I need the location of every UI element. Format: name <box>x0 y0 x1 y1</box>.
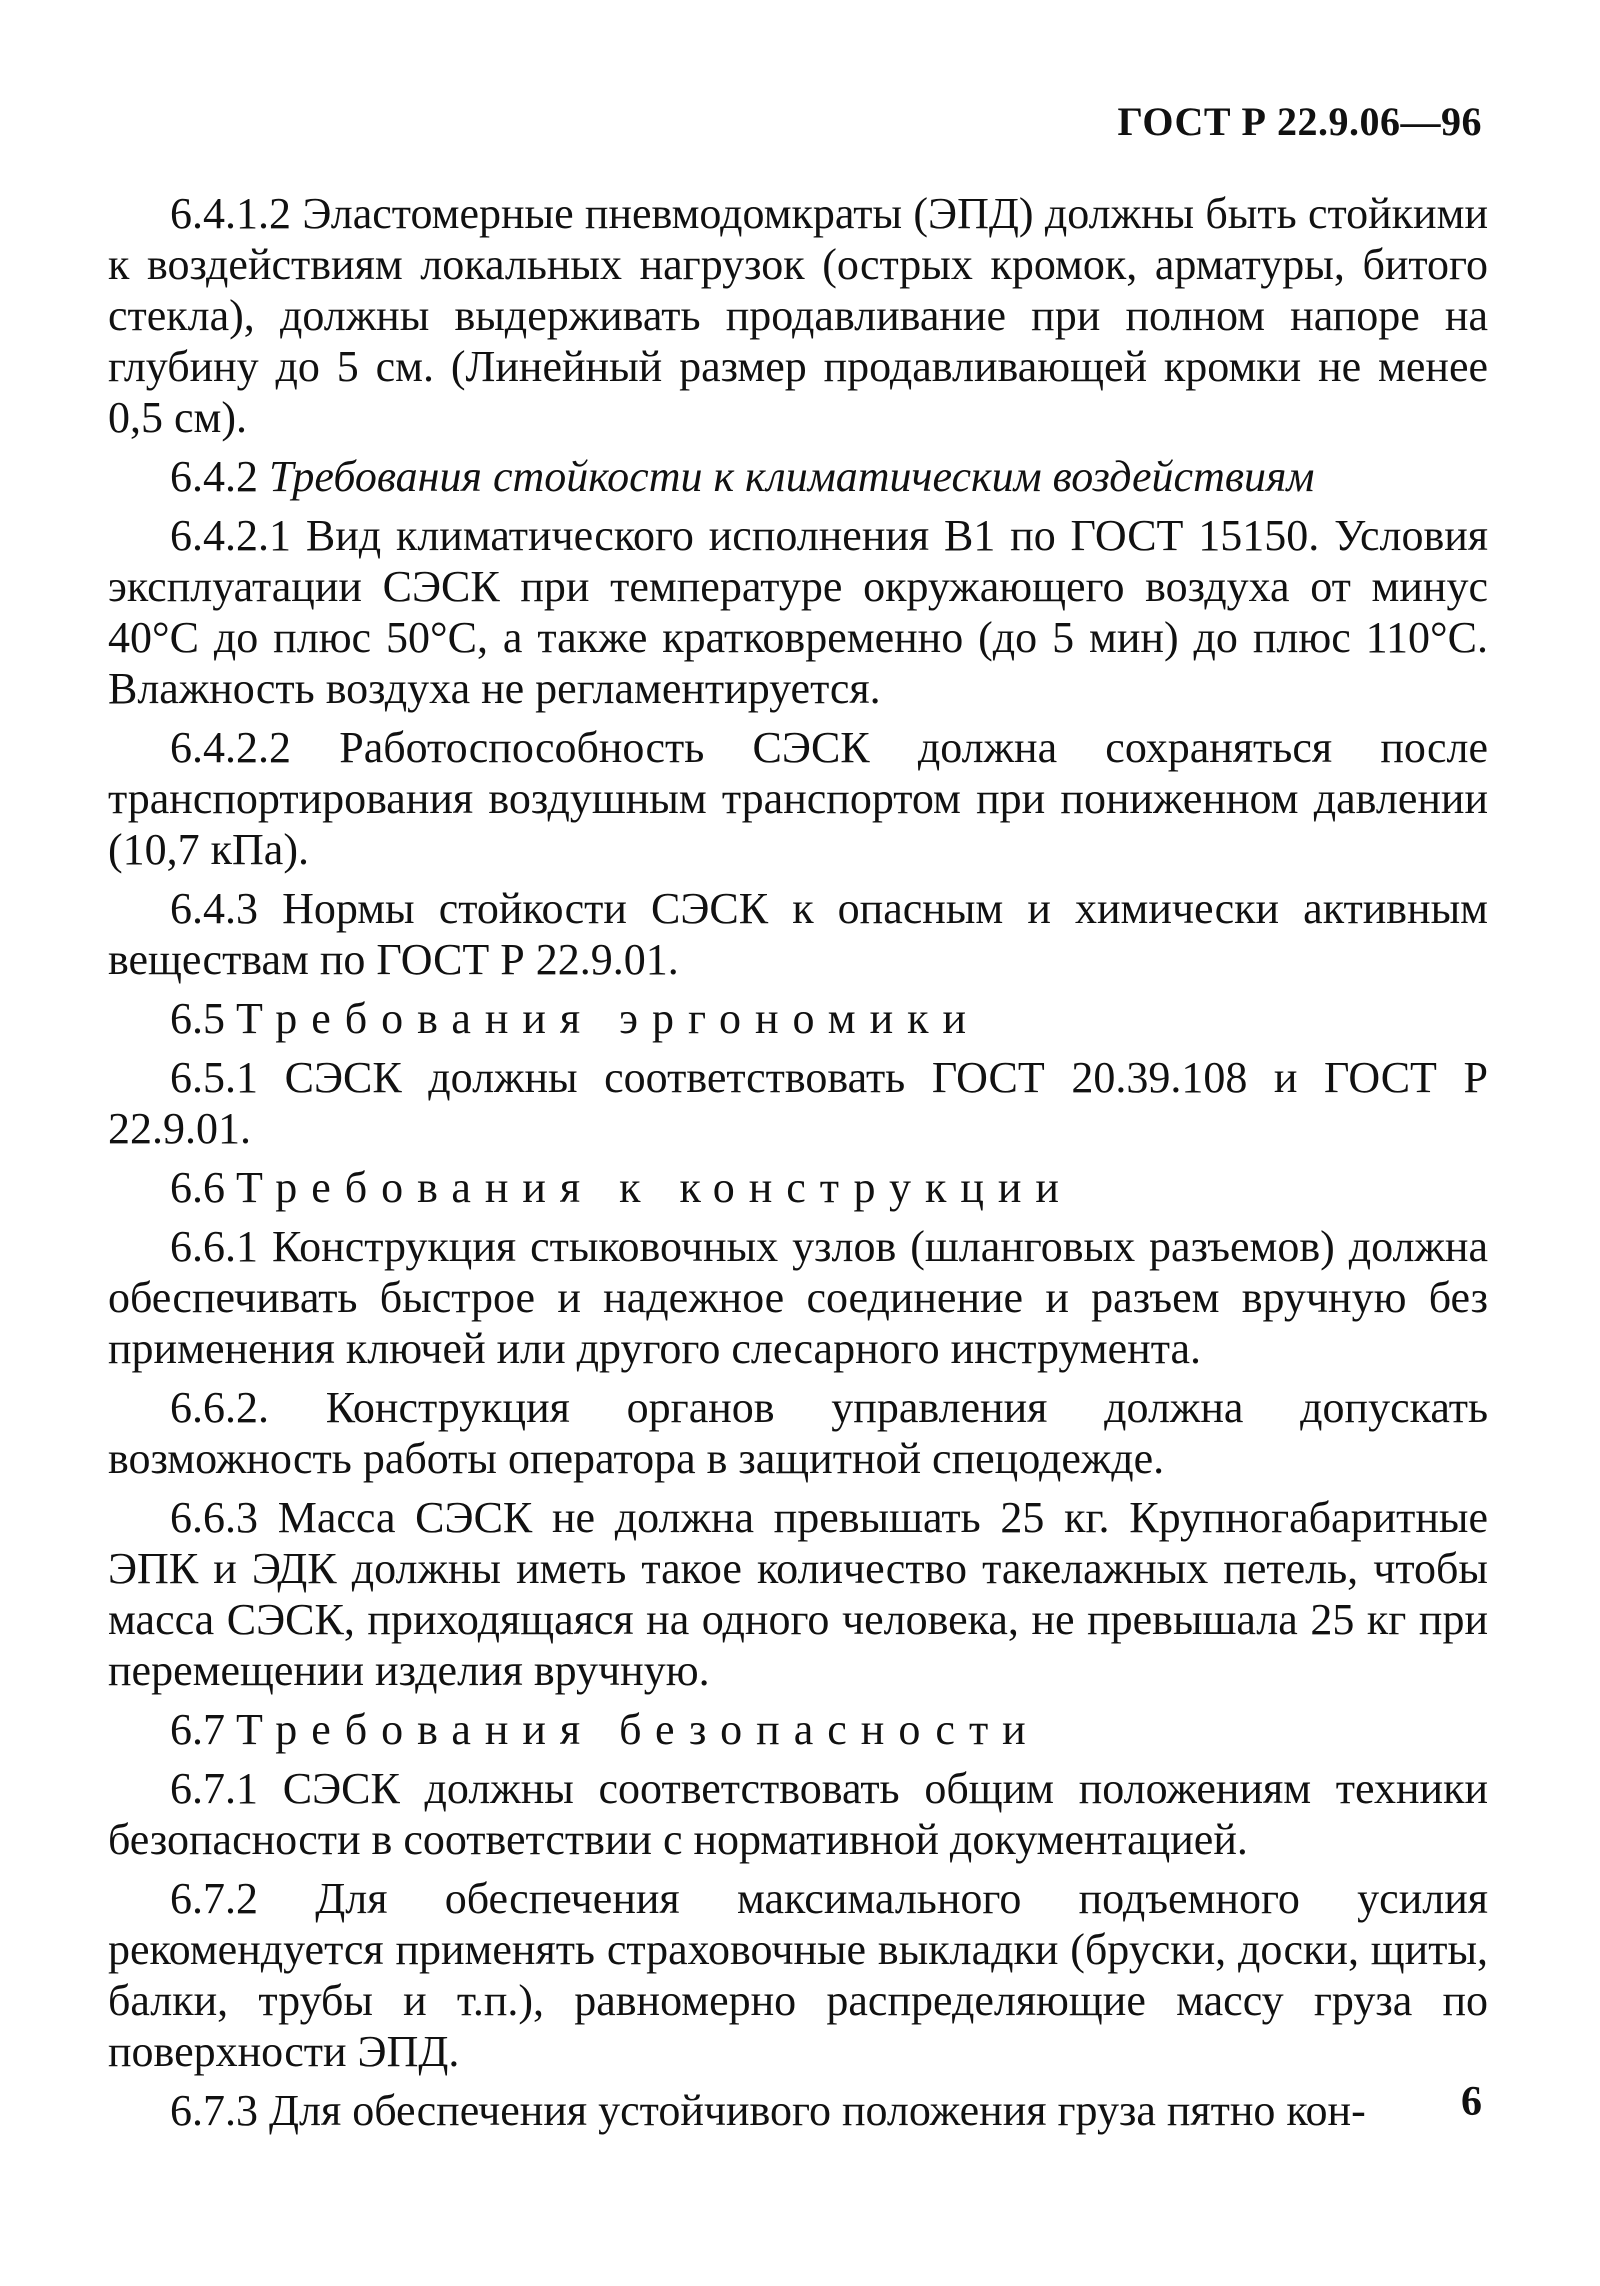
clause-number: 6.6.1 <box>170 1222 258 1271</box>
paragraph-6-7-3 <box>108 2085 1488 2136</box>
paragraph-6-4-3 <box>108 883 1488 985</box>
clause-number: 6.6.3 <box>170 1493 258 1542</box>
clause-number: 6.4.3 <box>170 884 258 933</box>
paragraph-6-5-1 <box>108 1052 1488 1154</box>
paragraph-6-6-3 <box>108 1492 1488 1696</box>
section-title: Требования безопасности <box>236 1705 1040 1754</box>
paragraph-6-4-2-2 <box>108 722 1488 875</box>
section-title: Требования эргономики <box>236 994 981 1043</box>
section-6-7-heading <box>108 1704 1488 1755</box>
clause-number: 6.4.2 <box>170 452 258 501</box>
paragraph-6-7-1 <box>108 1763 1488 1865</box>
clause-text: Конструкция стыковочных узлов (шланговых разъемов) должна обеспечивать быстрое и надежное соединение и разъем вручную без применения ключей или другого слесарного инструмента. <box>108 1222 1488 1373</box>
document-body <box>108 188 1488 2144</box>
clause-text: СЭСК должны соответствовать общим положениям техники безопасности в соответствии с нормативной документацией. <box>108 1764 1488 1864</box>
section-number: 6.7 <box>170 1705 225 1754</box>
document-code-header: ГОСТ Р 22.9.06—96 <box>1117 99 1482 144</box>
section-number: 6.6 <box>170 1163 225 1212</box>
clause-number: 6.4.2.1 <box>170 511 291 560</box>
paragraph-6-4-2 <box>108 451 1488 502</box>
clause-number: 6.4.1.2 <box>170 189 291 238</box>
clause-number: 6.7.2 <box>170 1874 258 1923</box>
clause-text: Конструкция органов управления должна допускать возможность работы оператора в защитной спецодежде. <box>108 1383 1489 1483</box>
paragraph-6-6-1 <box>108 1221 1488 1374</box>
section-6-5-heading <box>108 993 1488 1044</box>
section-6-6-heading <box>108 1162 1488 1213</box>
paragraph-6-6-2 <box>108 1382 1488 1484</box>
clause-text: СЭСК должны соответствовать ГОСТ 20.39.108 и ГОСТ Р 22.9.01. <box>108 1053 1488 1153</box>
clause-number: 6.7.1 <box>170 1764 258 1813</box>
paragraph-6-4-1-2 <box>108 188 1488 443</box>
clause-number: 6.5.1 <box>170 1053 258 1102</box>
clause-text: Эластомерные пневмодомкраты (ЭПД) должны быть стойкими к воздействиям локальных нагрузок (острых кромок, арматуры, битого стекла), должны выдерживать продавливание при полном напоре на глубину до 5 см. (Линейный размер продавливающей кромки не менее 0,5 см). <box>108 189 1488 442</box>
clause-text: Нормы стойкости СЭСК к опасным и химически активным веществам по ГОСТ Р 22.9.01. <box>108 884 1488 984</box>
clause-text: Для обеспечения устойчивого положения груза пятно кон- <box>269 2086 1366 2135</box>
page-number: 6 <box>1461 2079 1482 2125</box>
clause-text: Для обеспечения максимального подъемного усилия рекомендуется применять страховочные выкладки (бруски, доски, щиты, балки, трубы и т.п.), равномерно распределяющие массу груза по поверхности ЭПД. <box>108 1874 1488 2076</box>
subsection-heading: Требования стойкости к климатическим воздействиям <box>269 452 1315 501</box>
section-number: 6.5 <box>170 994 225 1043</box>
clause-text: Масса СЭСК не должна превышать 25 кг. Крупногабаритные ЭПК и ЭДК должны иметь такое количество такелажных петель, чтобы масса СЭСК, приходящаяся на одного человека, не превышала 25 кг при перемещении изделия вручную. <box>108 1493 1488 1695</box>
paragraph-6-7-2 <box>108 1873 1488 2077</box>
paragraph-6-4-2-1 <box>108 510 1488 714</box>
clause-text: Вид климатического исполнения В1 по ГОСТ 15150. Условия эксплуатации СЭСК при температуре окружающего воздуха от минус 40°С до плюс 50°С, а также кратковременно (до 5 мин) до плюс 110°С. Влажность воздуха не регламентируется. <box>108 511 1489 713</box>
clause-number: 6.7.3 <box>170 2086 258 2135</box>
clause-text: Работоспособность СЭСК должна сохраняться после транспортирования воздушным транспортом при пониженном давлении (10,7 кПа). <box>108 723 1488 874</box>
clause-number: 6.6.2. <box>170 1383 269 1432</box>
clause-number: 6.4.2.2 <box>170 723 291 772</box>
section-title: Требования к конструкции <box>236 1163 1073 1212</box>
